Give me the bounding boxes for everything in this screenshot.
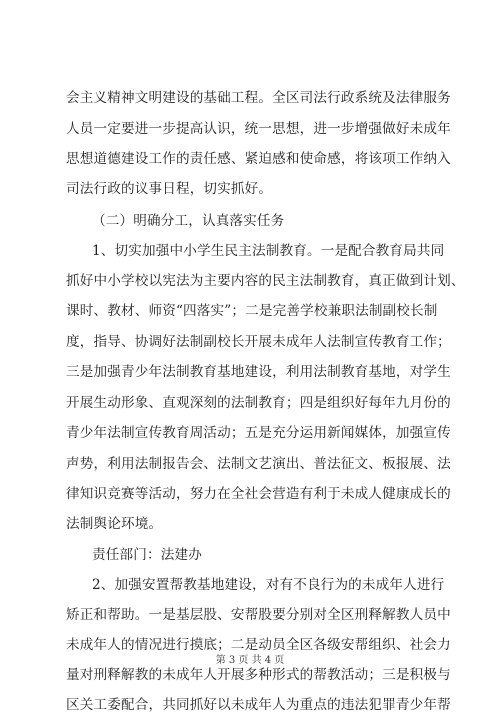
body-line: 司法行政的议事日程，切实抓好。 xyxy=(66,181,273,197)
body-line: 开展生动形象、直观深刻的法制教育；四是组织好每年九月份的 xyxy=(66,395,451,411)
body-line: 区关工委配合，共同抓好以未成年人为重点的违法犯罪青少年帮 xyxy=(66,697,451,713)
body-line: 青少年法制宣传教育周活动；五是充分运用新闻媒体，加强宣传 xyxy=(66,425,451,441)
body-line: 声势，利用法制报告会、法制文艺演出、普法征文、板报展、法 xyxy=(66,456,451,472)
body-line: 量对刑释解教的未成年人开展多种形式的帮教活动；三是积极与 xyxy=(66,667,451,683)
responsible-dept-line: 责任部门：法建办 xyxy=(92,547,202,563)
body-line: 法制舆论环境。 xyxy=(66,516,163,532)
body-line: 1、切实加强中小学生民主法制教育。一是配合教育局共同 xyxy=(92,243,445,259)
body-line: 抓好中小学校以宪法为主要内容的民主法制教育，真正做到计划、 xyxy=(66,273,465,289)
body-line: 思想道德建设工作的责任感、紧迫感和使命感，将该项工作纳入 xyxy=(66,151,451,167)
body-line: 度，指导、协调好法制副校长开展未成年人法制宣传教育工作； xyxy=(66,334,451,350)
body-line: 人员一定要进一步提高认识，统一思想，进一步增强做好未成年 xyxy=(66,121,451,137)
body-line: 矫正和帮助。一是基层股、安帮股要分别对全区刑释解教人员中 xyxy=(66,607,451,623)
body-line: 未成年人的情况进行摸底；二是动员全区各级安帮组织、社会力 xyxy=(66,637,451,653)
page-number: 第 3 页 共 4 页 xyxy=(215,655,285,666)
body-line: 会主义精神文明建设的基础工程。全区司法行政系统及法律服务 xyxy=(66,90,451,106)
body-line: 三是加强青少年法制教育基地建设，利用法制教育基地，对学生 xyxy=(66,364,451,380)
section-heading: （二）明确分工，认真落实任务 xyxy=(92,213,285,229)
body-line: 2、加强安置帮教基地建设，对有不良行为的未成年人进行 xyxy=(92,577,445,593)
body-line: 课时、教材、师资“四落实”；二是完善学校兼职法制副校长制 xyxy=(66,303,438,319)
body-line: 律知识竞赛等活动，努力在全社会营造有利于未成人健康成长的 xyxy=(66,486,451,502)
